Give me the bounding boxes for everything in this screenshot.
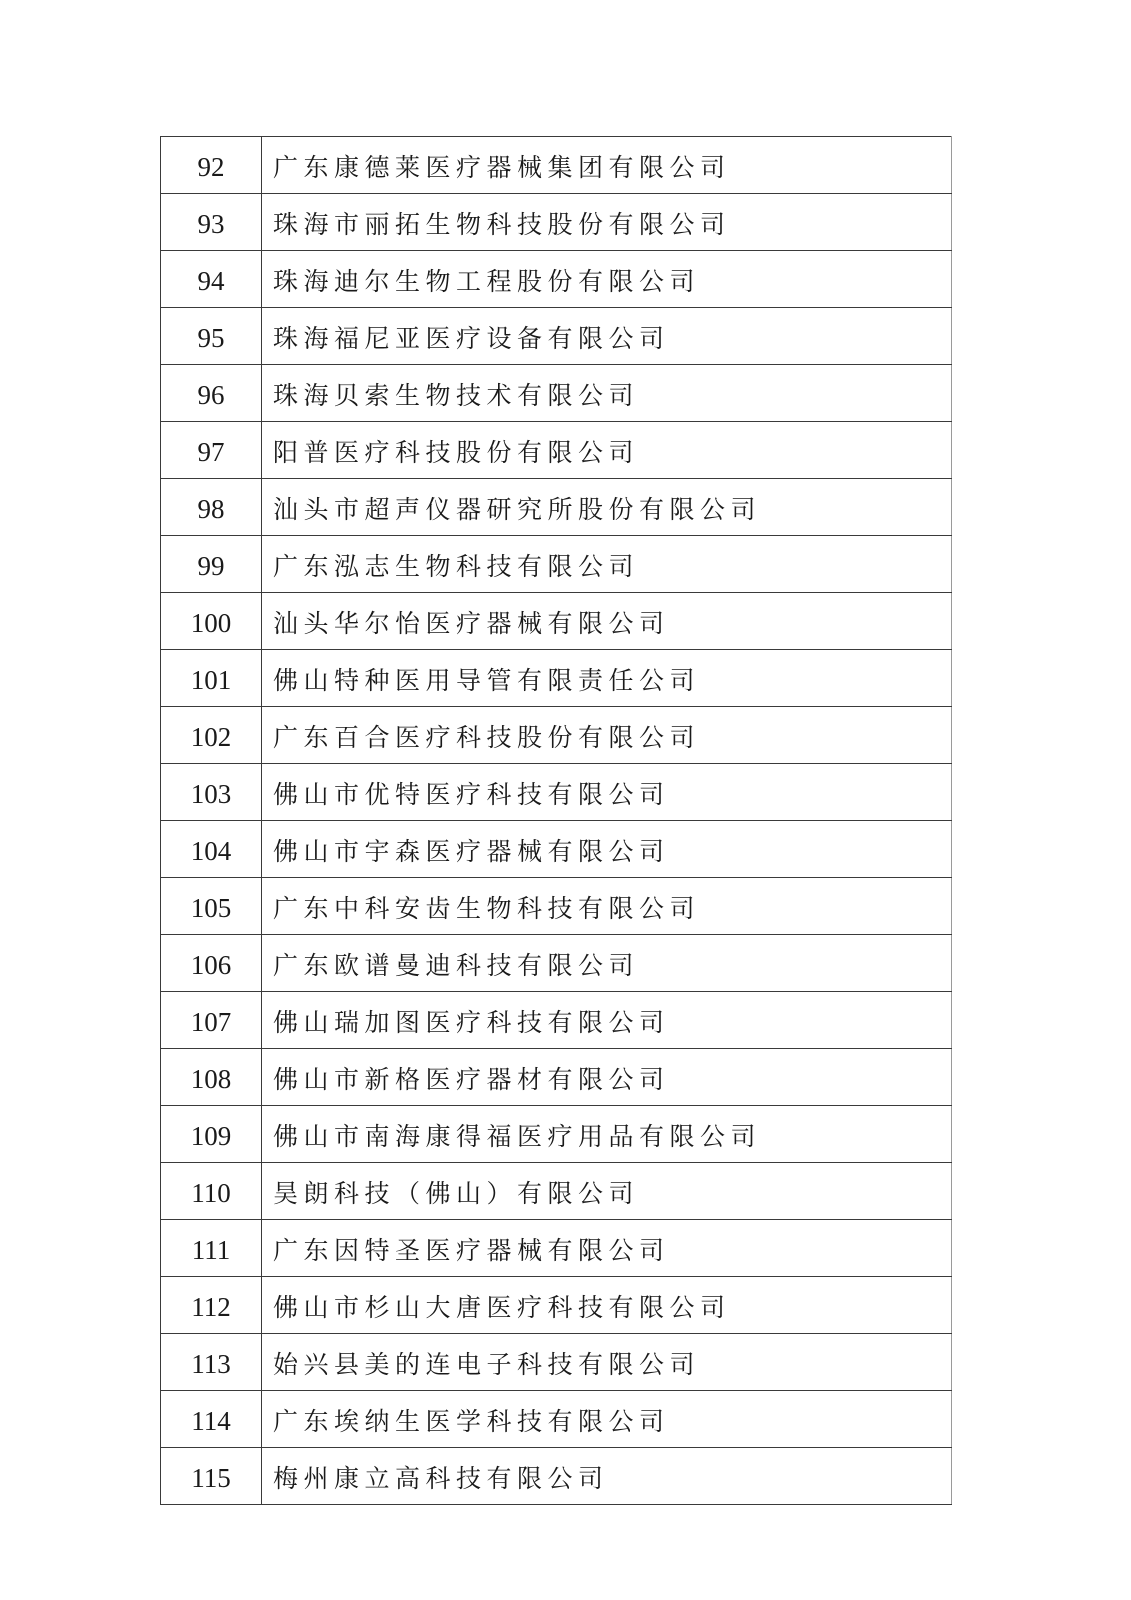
table-row (161, 251, 952, 308)
row-number-cell: 113 (161, 1334, 262, 1391)
table-row (161, 1391, 952, 1448)
table-row (161, 821, 952, 878)
row-number-cell: 95 (161, 308, 262, 365)
company-name-cell: 昊朗科技（佛山）有限公司 (262, 1163, 952, 1220)
company-name-cell: 佛山市杉山大唐医疗科技有限公司 (262, 1277, 952, 1334)
table-row (161, 194, 952, 251)
company-name-cell: 广东康德莱医疗器械集团有限公司 (262, 137, 952, 194)
table-row (161, 479, 952, 536)
table-row (161, 1106, 952, 1163)
company-name-cell: 珠海市丽拓生物科技股份有限公司 (262, 194, 952, 251)
row-number-cell: 100 (161, 593, 262, 650)
company-name-cell: 佛山瑞加图医疗科技有限公司 (262, 992, 952, 1049)
row-number-cell: 97 (161, 422, 262, 479)
table-row (161, 935, 952, 992)
row-number-cell: 112 (161, 1277, 262, 1334)
row-number-cell: 107 (161, 992, 262, 1049)
table-row (161, 1334, 952, 1391)
row-number-cell: 98 (161, 479, 262, 536)
company-name-cell: 广东泓志生物科技有限公司 (262, 536, 952, 593)
table-row (161, 1220, 952, 1277)
row-number-cell: 94 (161, 251, 262, 308)
row-number-cell: 114 (161, 1391, 262, 1448)
row-number-cell: 103 (161, 764, 262, 821)
company-name-cell: 广东欧谱曼迪科技有限公司 (262, 935, 952, 992)
company-name-cell: 佛山市宇森医疗器械有限公司 (262, 821, 952, 878)
company-name-cell: 广东百合医疗科技股份有限公司 (262, 707, 952, 764)
company-name-cell: 珠海迪尔生物工程股份有限公司 (262, 251, 952, 308)
row-number-cell: 93 (161, 194, 262, 251)
table-row (161, 992, 952, 1049)
company-name-cell: 佛山市新格医疗器材有限公司 (262, 1049, 952, 1106)
table-row (161, 308, 952, 365)
table-row (161, 593, 952, 650)
company-name-cell: 佛山特种医用导管有限责任公司 (262, 650, 952, 707)
row-number-cell: 96 (161, 365, 262, 422)
company-list-table (160, 136, 952, 1505)
row-number-cell: 101 (161, 650, 262, 707)
row-number-cell: 104 (161, 821, 262, 878)
table-row (161, 878, 952, 935)
table-row (161, 365, 952, 422)
row-number-cell: 106 (161, 935, 262, 992)
row-number-cell: 111 (161, 1220, 262, 1277)
table-body (161, 137, 952, 1505)
company-name-cell: 汕头市超声仪器研究所股份有限公司 (262, 479, 952, 536)
table-row (161, 1448, 952, 1505)
table-row (161, 764, 952, 821)
company-name-cell: 珠海福尼亚医疗设备有限公司 (262, 308, 952, 365)
company-name-cell: 佛山市南海康得福医疗用品有限公司 (262, 1106, 952, 1163)
company-name-cell: 广东埃纳生医学科技有限公司 (262, 1391, 952, 1448)
company-name-cell: 汕头华尔怡医疗器械有限公司 (262, 593, 952, 650)
table-row (161, 650, 952, 707)
row-number-cell: 92 (161, 137, 262, 194)
row-number-cell: 109 (161, 1106, 262, 1163)
company-name-cell: 阳普医疗科技股份有限公司 (262, 422, 952, 479)
row-number-cell: 108 (161, 1049, 262, 1106)
table-row (161, 1049, 952, 1106)
company-name-cell: 广东中科安齿生物科技有限公司 (262, 878, 952, 935)
company-name-cell: 梅州康立高科技有限公司 (262, 1448, 952, 1505)
table-row (161, 707, 952, 764)
row-number-cell: 115 (161, 1448, 262, 1505)
table-row (161, 137, 952, 194)
row-number-cell: 102 (161, 707, 262, 764)
table-row (161, 1163, 952, 1220)
row-number-cell: 105 (161, 878, 262, 935)
row-number-cell: 99 (161, 536, 262, 593)
table-row (161, 1277, 952, 1334)
company-name-cell: 佛山市优特医疗科技有限公司 (262, 764, 952, 821)
company-name-cell: 珠海贝索生物技术有限公司 (262, 365, 952, 422)
table-row (161, 536, 952, 593)
company-name-cell: 广东因特圣医疗器械有限公司 (262, 1220, 952, 1277)
table-row (161, 422, 952, 479)
row-number-cell: 110 (161, 1163, 262, 1220)
company-name-cell: 始兴县美的连电子科技有限公司 (262, 1334, 952, 1391)
